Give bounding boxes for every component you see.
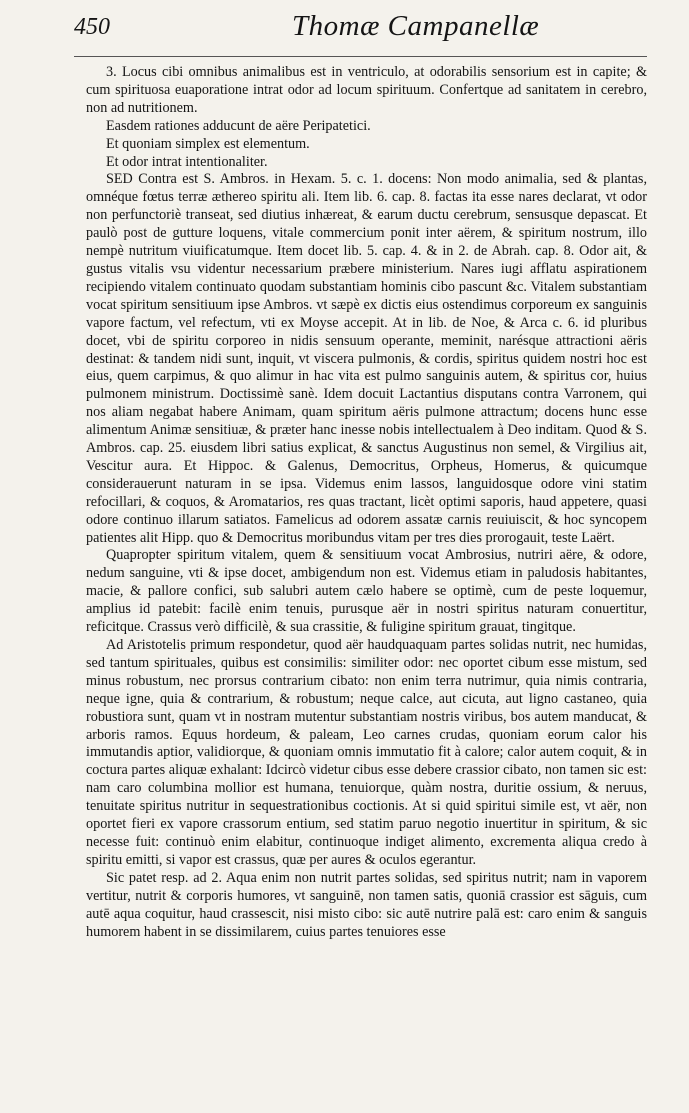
paragraph: SED Contra est S. Ambros. in Hexam. 5. c. 1. docens: Non modo animalia, sed & plantas, omnéque fœtus terræ æthereo spiritu ali. Item lib. 6. cap. 8. factas ita esse nares declarat, vt odor non perfunctoriè transeat, sed diutius inhæreat, & earum ductu cerebrum, sensusque depascat. Et paulò post de gutture loquens, vitale commercium ponit inter aërem, & spiritum nostrum, illo nempè nutritum viuificatumque. Item docet lib. 5. cap. 4. & in 2. de Abrah. cap. 8. Odor ait, & gustus vitalis vsu videntur necessarium præbere ministerium. Nares iugi afflatu aspirationem recipiendo vitalem continuato quodam substantiam hominis cibo pascunt &c. Vitalem substantiam vocat spiritum sensitiuum ipse Ambros. vt sæpè ex dictis eius ostendimus corporeum ex sanguinis vapore factum, vel refectum, vti ex Moyse accepit. At in lib. de Noe, & Arca c. 6. id pluribus docet, vbi de spiritu corporeo in nidis sensuum operante, meminit, narésque attractioni aëris destinat: & tandem nidi sunt, inquit, vt viscera pulmonis, & cordis, spiritus quidem nostri hoc est eius, quem carpimus, & quo alimur in hac vita est pulmo sanguinis autem, & spiritus cor, huius pulmonem ministrum. Doctissimè sanè. Idem docuit Lactantius disputans contra Varronem, qui nos aliam negabat habere Animam, quam spiritum aëris pulmone attractum; docens hunc esse alimentum Animæ sensitiuæ, & præter hanc inesse nobis intellectualem à Deo inditam. Quod & S. Ambros. cap. 25. eiusdem libri satius explicat, & sanctus Augustinus non semel, & Virgilius ait, Vescitur aura. Et Hippoc. & Galenus, Democritus, Orpheus, Homerus, & quicumque considerauerunt naturam in se ipsa. Videmus enim lassos, languidosque odore vini statim refocillari, & coquos, & Aromatarios, res quas tractant, licèt optimi saporis, haud appetere, quasi odore continuo illarum satiatos. Famelicus ad odorem assatæ carnis reuiuiscit, & hoc syncopem patientes alit Hipp. quo & Democritus moribundus vitam per tres dies prorogauit, teste Laërt. xyxy=(86,171,647,546)
paragraph: Et odor intrat intentionaliter. xyxy=(106,153,268,170)
page-header xyxy=(74,8,647,62)
header-rule xyxy=(74,56,647,57)
paragraph: Sic patet resp. ad 2. Aqua enim non nutrit partes solidas, sed spiritus nutrit; nam in vaporem vertitur, nutrit & corporis humores, vt sanguinē, non tamen satis, quoniā crassior est sāguis, cum autē aqua coquitur, haud crassescit, nisi misto cibo: sic autē nutrire palā est: caro enim & sanguis humorem habent in se dissimilarem, cuius partes tenuiores esse xyxy=(86,869,647,940)
paragraph: 3. Locus cibi omnibus animalibus est in ventriculo, at odorabilis sensorium est in capite; & cum spirituosa euaporatione intrat odor ad locum spirituum. Confertque ad sanitatem in cerebro, non ad nutritionem. xyxy=(86,64,647,116)
paragraph: Et quoniam simplex est elementum. xyxy=(106,135,310,152)
body-text xyxy=(86,64,647,941)
running-head: Thomæ Campanellæ xyxy=(292,10,540,42)
paragraph: Ad Aristotelis primum respondetur, quod aër haudquaquam partes solidas nutrit, nec humidas, sed tantum spirituales, quibus est consimilis: similiter odor: nec oportet cibum esse mistum, sed minus robustum, nec prorsus contrarium cibato: non enim terra nutrimur, quia nimis contraria, neque igne, quia & contrarium, & robustum; neque calce, aut cicuta, aut ligno castaneo, quia robustiora sunt, quam vt in nostram mutentur substantiam nostris viribus, bos autem manducat, & arboris ramos. Equus hordeum, & paleam, Leo carnes crudas, quoniam eorum calor his immutandis aptior, validiorque, & quoniam omnis immutatio fit à calore; calor autem coquit, & in coctura partes aliquæ exhalant: Idcircò videtur cibus esse debere crassior cibato, non tamen sic est: nam caro columbina mollior est humana, tenuiorque, quàm nostra, duritie ossium, & neruus, tenuitate spiritus nutritur in sequestrationibus coctionis. At si quid spiritui simile est, vt aër, non oportet fieri ex vapore crassorum entium, sed statim paruo negotio inuertitur in spiritum, & sic necesse fuit: continuò enim elabitur, continuoque indiget alimento, excrementa aliqua credo à spiritu emitti, si vapor est crassus, quæ per aures & oculos egerantur. xyxy=(86,637,647,868)
page-number: 450 xyxy=(74,14,110,40)
paragraph: Quapropter spiritum vitalem, quem & sensitiuum vocat Ambrosius, nutriri aëre, & odore, nedum sanguine, vti & ipse docet, ambigendum non est. Videmus etiam in paludosis habitantes, macie, & pallore confici, sub salubri autem cælo habere se optimè, cum de peste loquemur, amplius id patebit: facilè enim tenuis, purusque aër in nostri spiritus naturam conuertitur, reficitque. Crassus verò difficilè, & sua crassitie, & fuligine spiritum grauat, tingitque. xyxy=(86,547,647,636)
paragraph: Easdem rationes adducunt de aëre Peripatetici. xyxy=(106,117,371,134)
